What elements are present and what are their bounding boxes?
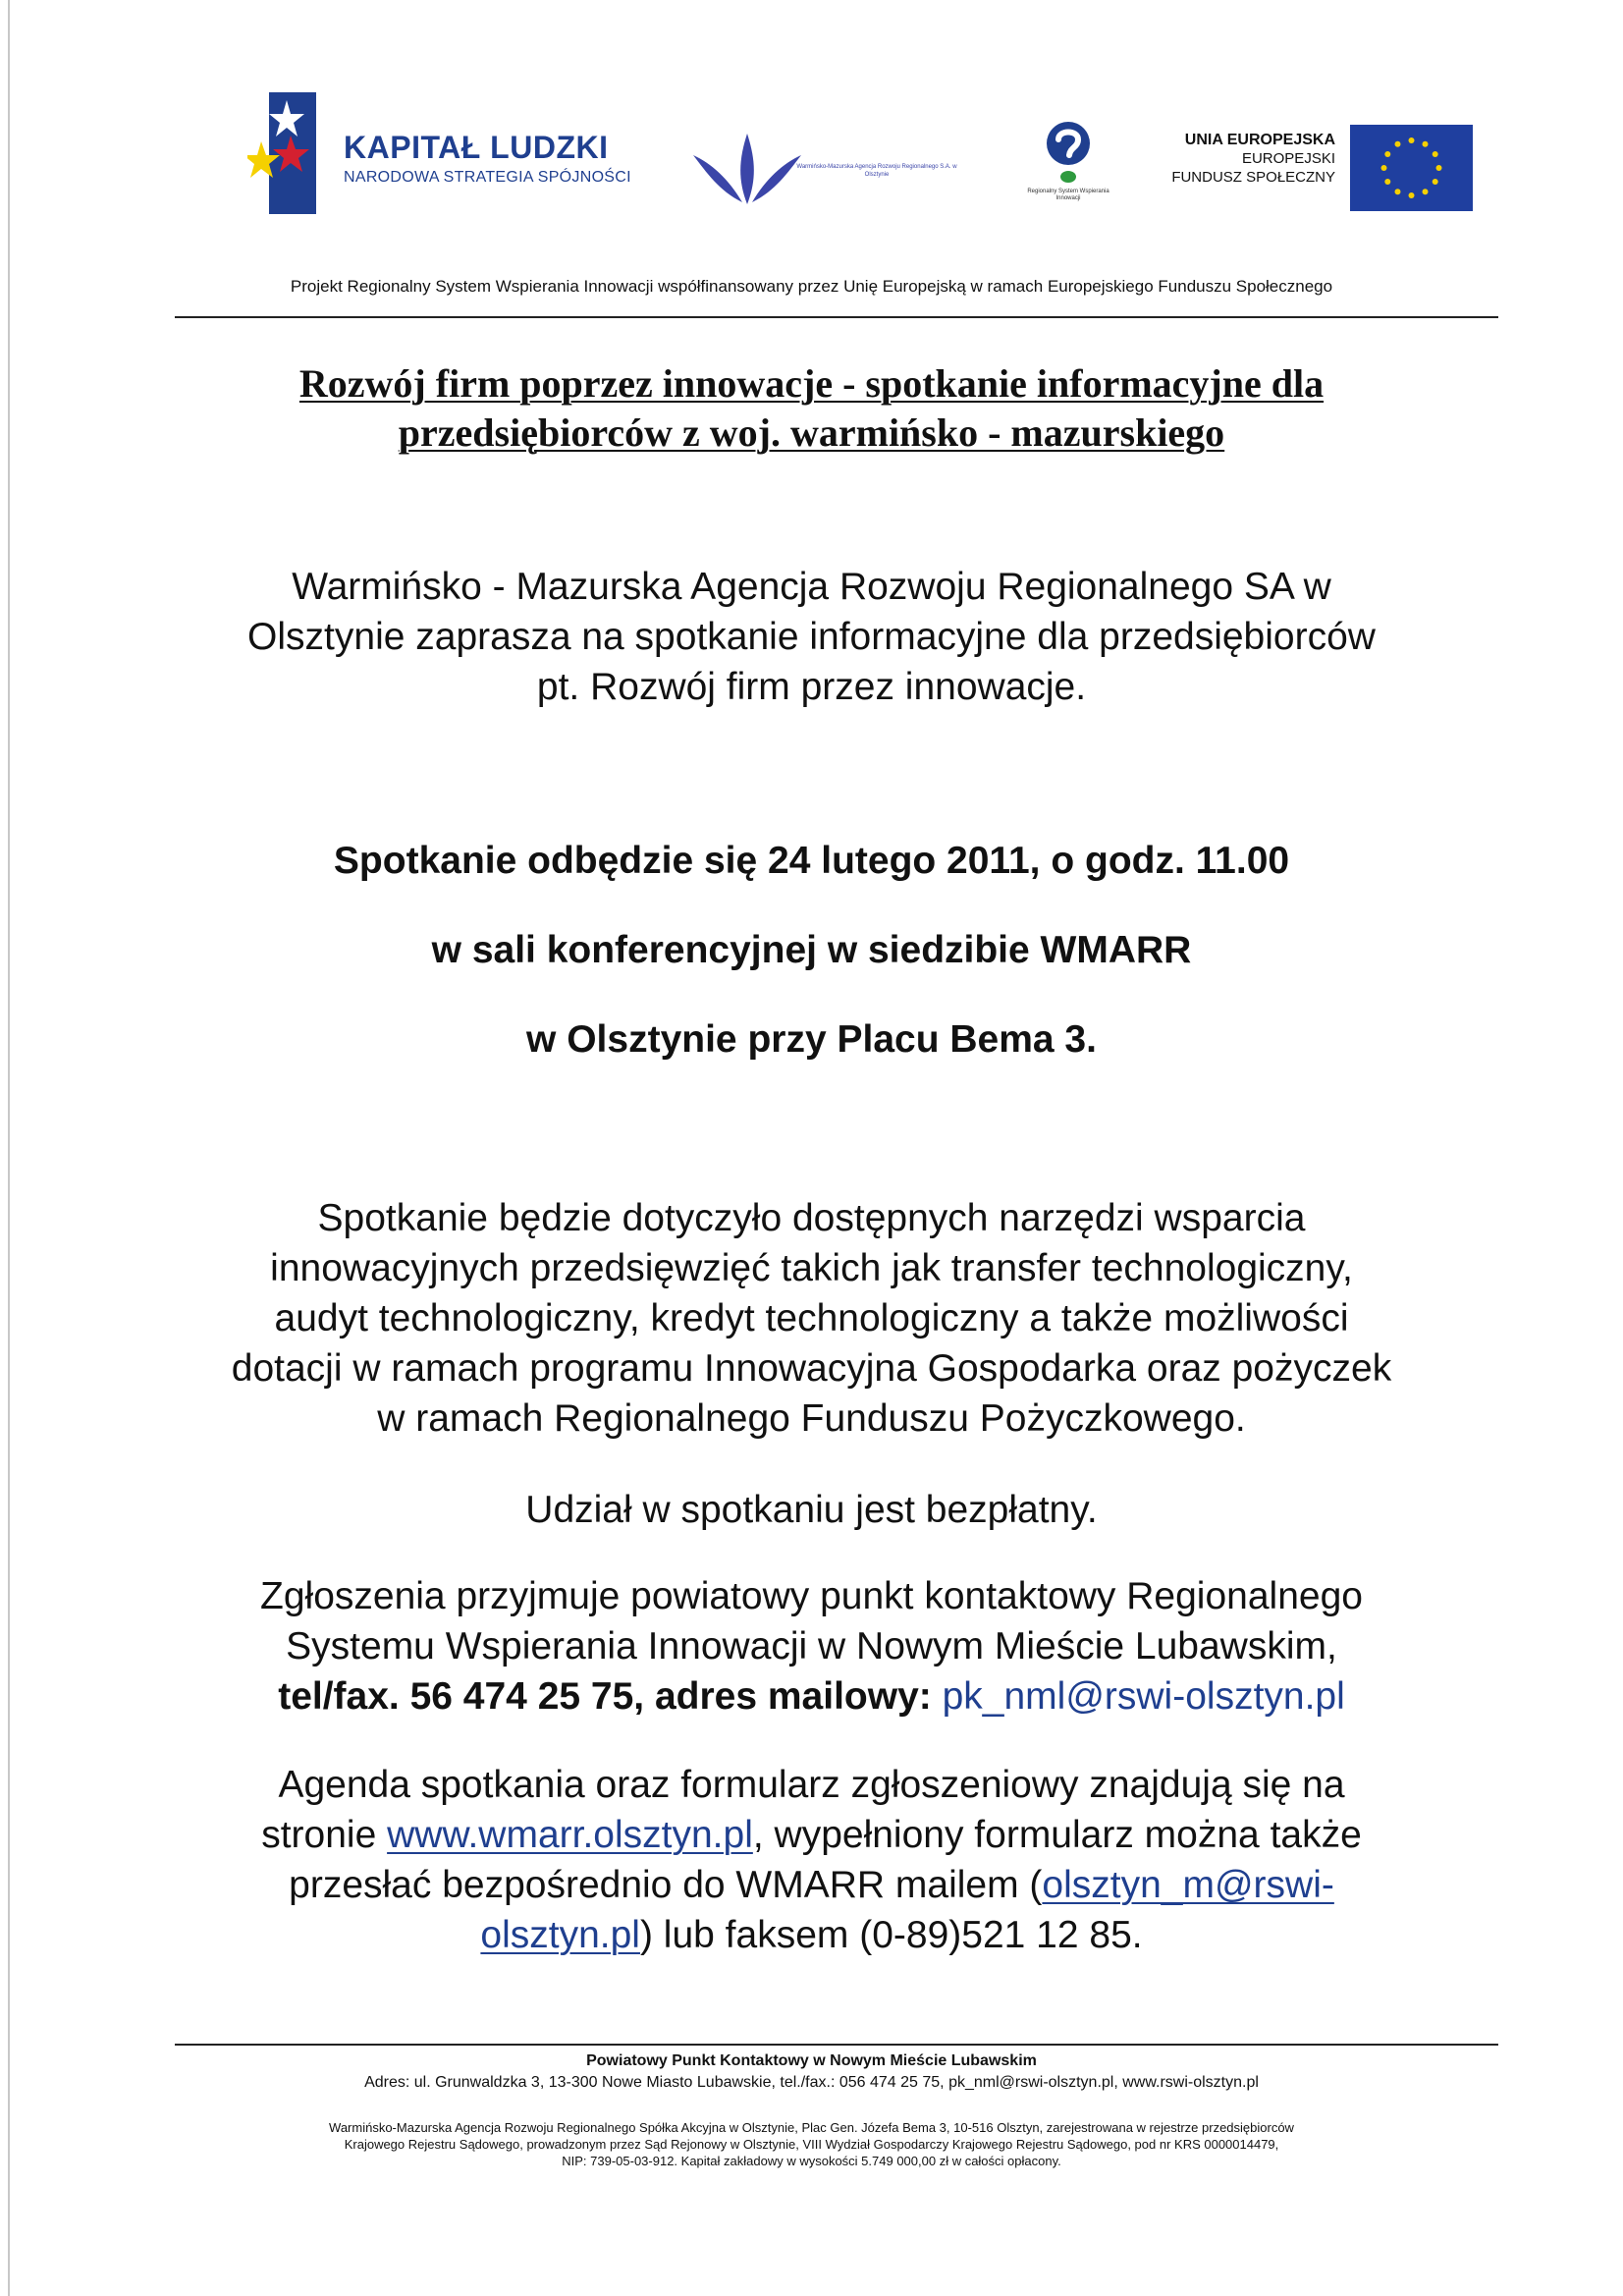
footer-legal-line3: NIP: 739-05-03-912. Kapitał zakładowy w wysokości 5.749 000,00 zł w całości opłacony. [562, 2154, 1061, 2168]
registration-contact [118, 1671, 1505, 1722]
scan-edge-line [8, 0, 10, 2296]
eu-line3: FUNDUSZ SPOŁECZNY [1171, 169, 1335, 186]
registration-paragraph [118, 1571, 1505, 1722]
agenda-line2-suffix: , wypełniony formularz można także [752, 1814, 1362, 1856]
meeting-place: w sali konferencyjnej w siedzibie WMARR [431, 929, 1192, 971]
footer-title: Powiatowy Punkt Kontaktowy w Nowym Mieście Lubawskim [586, 2052, 1037, 2069]
footer-divider [175, 2044, 1498, 2046]
website-link[interactable]: www.wmarr.olsztyn.pl [387, 1814, 753, 1856]
registration-line2: Systemu Wspierania Innowacji w Nowym Mieście Lubawskim, [286, 1625, 1337, 1667]
eu-flag-icon [1350, 125, 1473, 211]
intro-line2: Olsztynie zaprasza na spotkanie informacyjne dla przedsiębiorców [247, 616, 1376, 658]
agenda-line4-suffix: ) lub faksem (0-89)521 12 85. [639, 1914, 1143, 1956]
free-participation: Udział w spotkaniu jest bezpłatny. [525, 1489, 1098, 1531]
title-line2: przedsiębiorców z woj. warmińsko - mazurskiego [398, 410, 1225, 455]
topics-line1: Spotkanie będzie dotyczyło dostępnych narzędzi wsparcia [317, 1197, 1306, 1239]
wmarr-email-link-part1[interactable]: olsztyn_m@rswi- [1042, 1864, 1334, 1906]
title-line1: Rozwój firm poprzez innowacje - spotkanie informacyjne dla [298, 361, 1325, 406]
registration-contact-prefix: tel/fax. 56 474 25 75, adres mailowy: [278, 1675, 943, 1718]
topics-line2: innowacyjnych przedsięwzięć takich jak transfer technologiczny, [270, 1247, 1353, 1289]
intro-paragraph [118, 562, 1505, 712]
agenda-line2 [118, 1810, 1505, 1860]
kapital-ludzki-emblem-icon [247, 92, 316, 214]
topics-line5: w ramach Regionalnego Funduszu Pożyczkowego. [377, 1397, 1246, 1440]
agenda-line3 [118, 1860, 1505, 1910]
meeting-address: w Olsztynie przy Placu Bema 3. [526, 1018, 1097, 1061]
agenda-paragraph [118, 1760, 1505, 1960]
intro-line3: pt. Rozwój firm przez innowacje. [536, 666, 1087, 708]
registration-line1: Zgłoszenia przyjmuje powiatowy punkt kontaktowy Regionalnego [260, 1575, 1363, 1617]
eu-line2: EUROPEJSKI [1241, 150, 1335, 167]
rswi-logo-text: Regionalny System Wspierania Innowacji [1027, 189, 1109, 201]
wmarr-logo-text: Warmińsko-Mazurska Agencja Rozwoju Regionalnego S.A. w Olsztynie [796, 164, 957, 178]
header-divider [175, 316, 1498, 318]
wmarr-email-link-part2[interactable]: olsztyn.pl [480, 1914, 640, 1956]
eu-fund-label [1080, 131, 1335, 187]
meeting-date: Spotkanie odbędzie się 24 lutego 2011, o godz. 11.00 [333, 840, 1290, 882]
project-funding-line: Projekt Regionalny System Wspierania Innowacji współfinansowany przez Unię Europejską w ramach Europejskiego Funduszu Społecznego [290, 277, 1333, 296]
wmarr-logo-icon [693, 128, 801, 206]
intro-line1: Warmińsko - Mazurska Agencja Rozwoju Regionalnego SA w [292, 566, 1331, 608]
footer-legal-line2: Krajowego Rejestru Sądowego, prowadzonym przez Sąd Rejonowy w Olsztynie, VIII Wydział Gospodarczy Krajowego Rejestru Sądowego, pod nr KRS 0000014479, [344, 2137, 1279, 2152]
footer-legal-line1: Warmińsko-Mazurska Agencja Rozwoju Regionalnego Spółka Akcyjna w Olsztynie, Plac Gen. Józefa Bema 3, 10-516 Olsztyn, zarejestrowana w rejestrze przedsiębiorców [329, 2120, 1294, 2135]
kapital-ludzki-title: KAPITAŁ LUDZKI [344, 130, 609, 165]
topics-line4: dotacji w ramach programu Innowacyjna Gospodarka oraz pożyczek [231, 1347, 1392, 1390]
topics-line3: audyt technologiczny, kredyt technologiczny a także możliwości [274, 1297, 1349, 1339]
agenda-line2-prefix: stronie [261, 1814, 388, 1856]
agenda-line4 [118, 1910, 1505, 1960]
eu-line1: UNIA EUROPEJSKA [1184, 132, 1335, 148]
kapital-ludzki-subtitle: NARODOWA STRATEGIA SPÓJNOŚCI [344, 169, 631, 186]
topics-paragraph [118, 1193, 1505, 1444]
agenda-line3-prefix: przesłać bezpośrednio do WMARR mailem ( [289, 1864, 1043, 1906]
agenda-line1: Agenda spotkania oraz formularz zgłoszeniowy znajdują się na [278, 1764, 1345, 1806]
footer-address: Adres: ul. Grunwaldzka 3, 13-300 Nowe Miasto Lubawskie, tel./fax.: 056 474 25 75, pk_nml@rswi-olsztyn.pl, www.rswi-olsztyn.pl [364, 2074, 1259, 2091]
registration-email-link[interactable]: pk_nml@rswi-olsztyn.pl [942, 1675, 1345, 1718]
document-title [118, 359, 1505, 458]
footer-legal [196, 2119, 1427, 2169]
